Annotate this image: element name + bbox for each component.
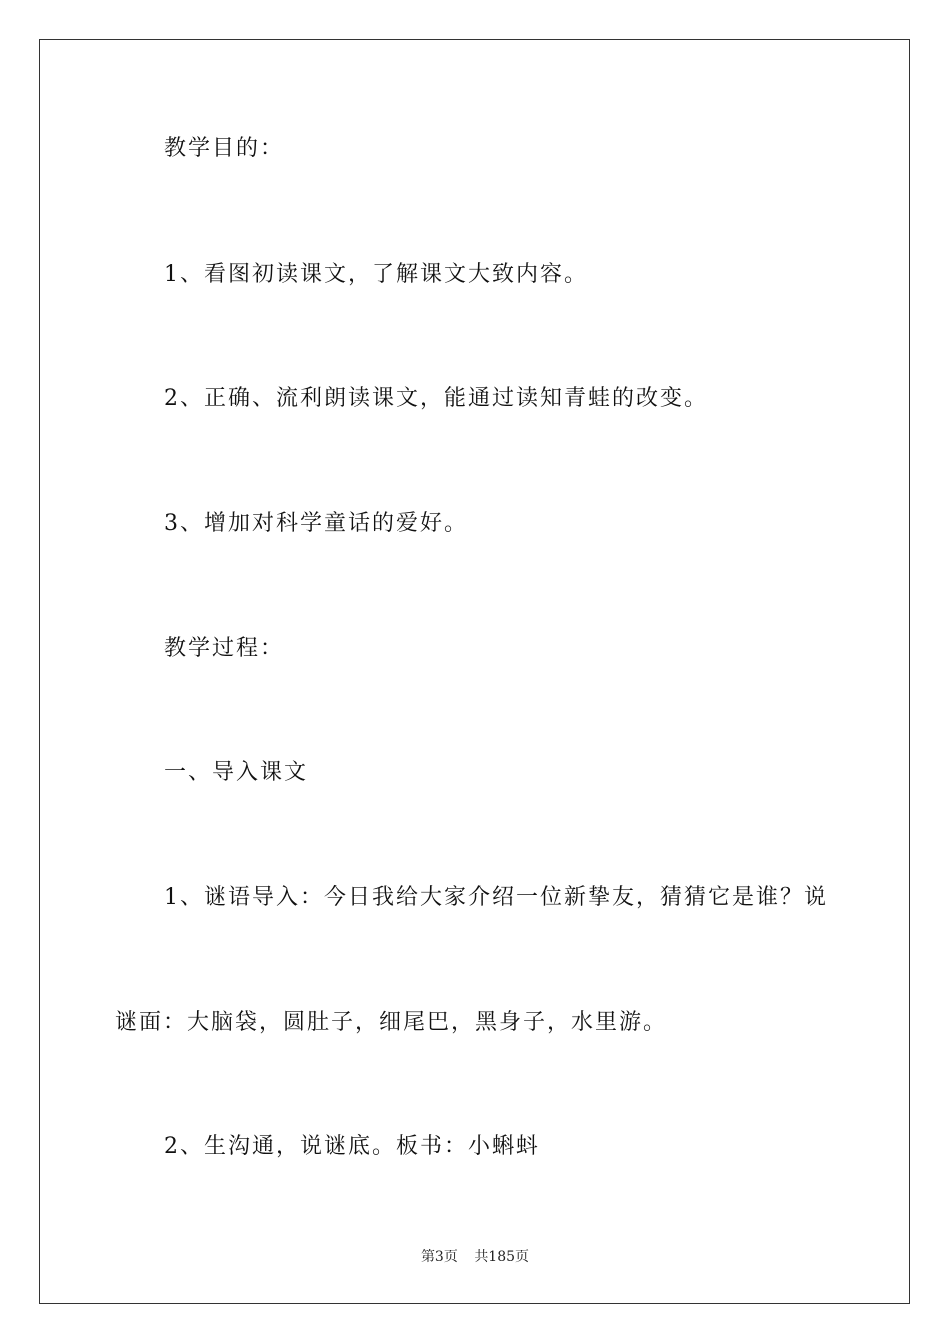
process-step-heading: 一、导入课文 (164, 760, 309, 785)
paragraph-line-continued: 谜面：大脑袋，圆肚子，细尾巴，黑身子，水里游。 (115, 1010, 668, 1035)
paragraph-line: 2、生沟通，说谜底。板书：小蝌蚪 (164, 1134, 540, 1159)
paragraph-line: 1、谜语导入：今日我给大家介绍一位新挚友，猜猜它是谁？说 (164, 885, 828, 910)
page-frame (39, 39, 910, 1304)
objective-item-1: 1、看图初读课文，了解课文大致内容。 (164, 262, 588, 287)
section-heading-process: 教学过程： (164, 636, 285, 661)
section-heading-objectives: 教学目的： (164, 136, 285, 161)
page-footer (0, 1247, 950, 1267)
objective-item-3: 3、增加对科学童话的爱好。 (164, 511, 468, 536)
page-total: 共185页 (474, 1249, 530, 1265)
objective-item-2: 2、正确、流利朗读课文，能通过读知青蛙的改变。 (164, 386, 708, 411)
page-number: 第3页 (420, 1249, 458, 1265)
